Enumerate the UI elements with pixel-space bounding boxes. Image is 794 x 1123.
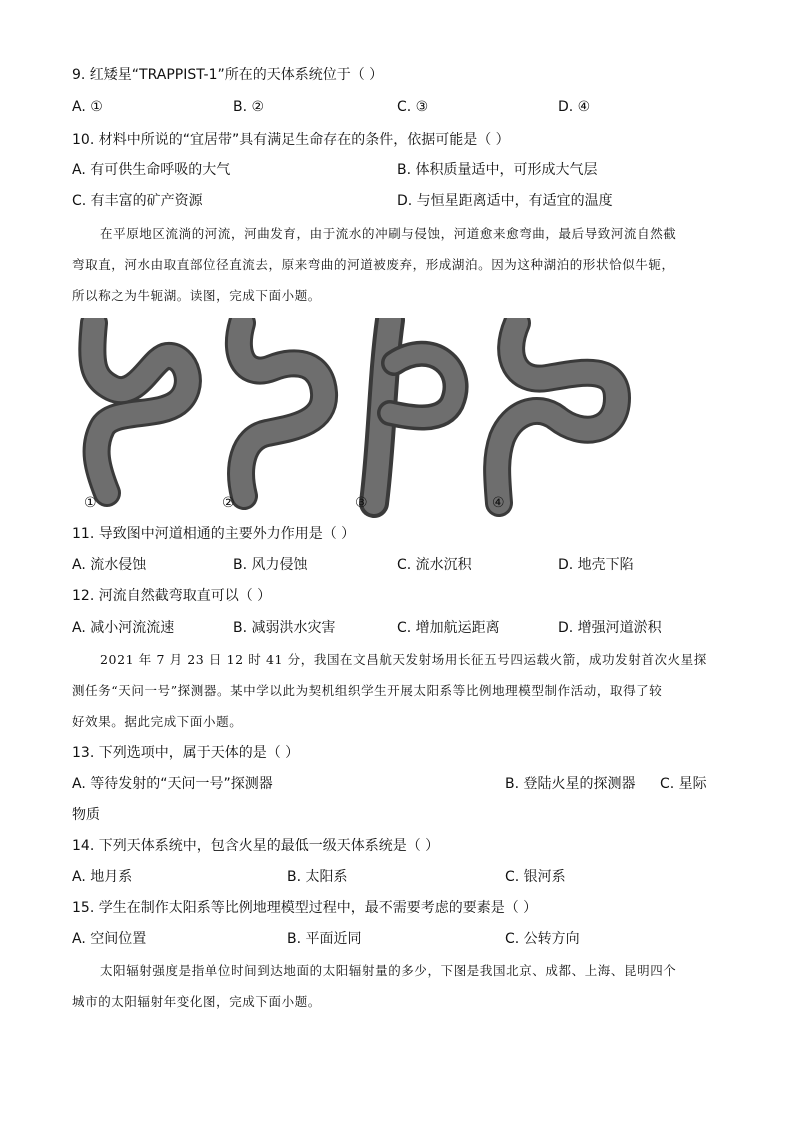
q11-option-d: D. 地壳下陷 <box>558 557 634 573</box>
river-stage-3 <box>374 320 456 503</box>
passage1-line-2: 弯取直，河水由取直部位径直流去，原来弯曲的河道被废弃，形成湖泊。因为这种湖泊的形状恰似牛轭， <box>72 257 675 272</box>
q14-option-b: B. 太阳系 <box>287 869 348 885</box>
q15-option-c: C. 公转方向 <box>505 931 580 947</box>
passage3-line-2: 城市的太阳辐射年变化图，完成下面小题。 <box>72 994 321 1009</box>
q13-option-c-wrap: 物质 <box>72 807 100 823</box>
river-stage-1 <box>92 323 188 493</box>
q13-option-b: B. 登陆火星的探测器 <box>505 776 636 792</box>
q12-option-a: A. 减小河流流速 <box>72 620 175 636</box>
q14-option-a: A. 地月系 <box>72 869 133 885</box>
q14-stem: 14. 下列天体系统中，包含火星的最低一级天体系统是（ ） <box>72 838 440 854</box>
figure-label-1: ① <box>84 495 97 511</box>
q15-option-a: A. 空间位置 <box>72 931 147 947</box>
figure-label-3: ③ <box>355 495 368 511</box>
q11-option-b: B. 风力侵蚀 <box>233 557 308 573</box>
q9-option-b: B. ② <box>233 99 265 115</box>
q12-option-c: C. 增加航运距离 <box>397 620 500 636</box>
passage2-line-3: 好效果。据此完成下面小题。 <box>72 714 243 729</box>
q11-option-a: A. 流水侵蚀 <box>72 557 147 573</box>
q14-option-c: C. 银河系 <box>505 869 566 885</box>
q15-option-b: B. 平面近同 <box>287 931 362 947</box>
figure-label-4: ④ <box>492 495 505 511</box>
q9-option-c: C. ③ <box>397 99 429 115</box>
passage2-line-2: 测任务“天问一号”探测器。某中学以此为契机组织学生开展太阳系等比例地理模型制作活动，取得了较 <box>72 683 663 698</box>
q9-option-d: D. ④ <box>558 99 591 115</box>
passage2-line-1: 2021 年 7 月 23 日 12 时 41 分，我国在文昌航天发射场用长征五号四运载火箭，成功发射首次火星探 <box>100 652 707 667</box>
q10-option-d: D. 与恒星距离适中，有适宜的温度 <box>397 193 613 209</box>
passage3-line-1: 太阳辐射强度是指单位时间到达地面的太阳辐射量的多少，下图是我国北京、成都、上海、昆明四个 <box>100 963 677 978</box>
figure-label-2: ② <box>222 495 235 511</box>
q12-stem: 12. 河流自然截弯取直可以（ ） <box>72 588 272 604</box>
q15-stem: 15. 学生在制作太阳系等比例地理模型过程中，最不需要考虑的要素是（ ） <box>72 900 538 916</box>
q13-option-a: A. 等待发射的“天问一号”探测器 <box>72 776 273 792</box>
passage1-line-1: 在平原地区流淌的河流，河曲发育，由于流水的冲刷与侵蚀，河道愈来愈弯曲，最后导致河流自然截 <box>100 226 677 241</box>
q10-option-b: B. 体积质量适中，可形成大气层 <box>397 162 598 178</box>
q9-option-a: A. ① <box>72 99 103 115</box>
q13-stem: 13. 下列选项中，属于天体的是（ ） <box>72 745 300 761</box>
q12-option-b: B. 减弱洪水灾害 <box>233 620 336 636</box>
river-stage-2 <box>239 323 324 496</box>
q11-option-c: C. 流水沉积 <box>397 557 472 573</box>
q9-stem: 9. 红矮星“TRAPPIST-1”所在的天体系统位于（ ） <box>72 67 384 83</box>
river-stage-4 <box>497 323 617 503</box>
q11-stem: 11. 导致图中河道相通的主要外力作用是（ ） <box>72 526 356 542</box>
oxbow-lake-figure <box>72 318 632 518</box>
q10-option-a: A. 有可供生命呼吸的大气 <box>72 162 231 178</box>
q10-stem: 10. 材料中所说的“宜居带”具有满足生命存在的条件，依据可能是（ ） <box>72 132 510 148</box>
q12-option-d: D. 增强河道淤积 <box>558 620 662 636</box>
q10-option-c: C. 有丰富的矿产资源 <box>72 193 203 209</box>
q13-option-c: C. 星际 <box>660 776 707 792</box>
passage1-line-3: 所以称之为牛轭湖。读图，完成下面小题。 <box>72 288 321 303</box>
